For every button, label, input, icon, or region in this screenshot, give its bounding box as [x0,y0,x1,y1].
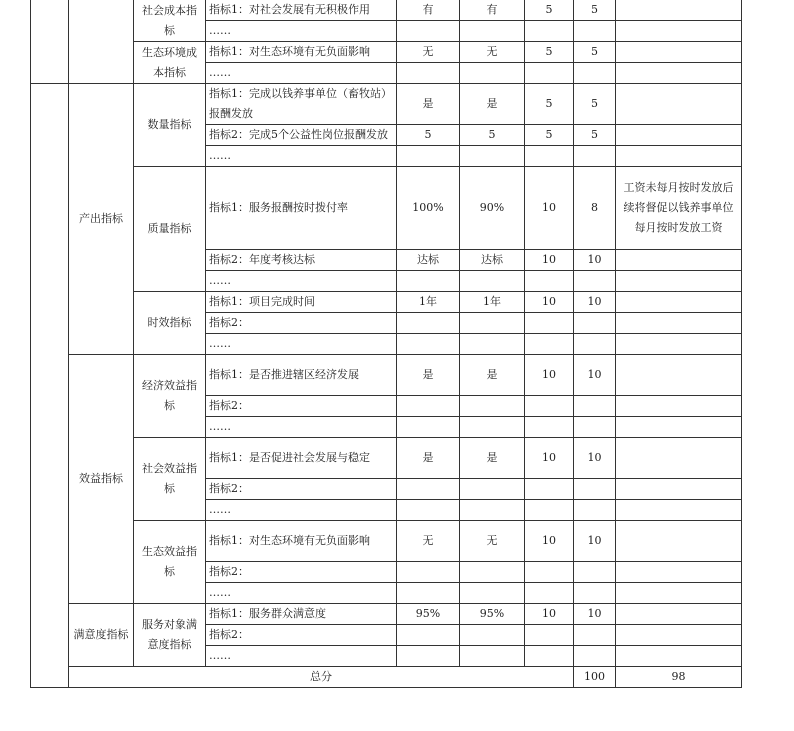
target-value-cell [397,396,460,417]
note-cell [616,355,742,396]
weight-cell: 10 [525,250,574,271]
note-cell [616,21,742,42]
total-row [31,667,742,688]
weight-cell [525,63,574,84]
weight-cell: 5 [525,84,574,125]
note-cell [616,271,742,292]
total-score: 98 [616,667,742,688]
performance-table [30,0,742,688]
weight-cell [525,334,574,355]
indicator-cell: 指标1：项目完成时间 [206,292,397,313]
indicator-cell: …… [206,21,397,42]
actual-value-cell: 95% [460,604,525,625]
score-cell: 5 [574,0,616,21]
table-row [31,292,742,313]
indicator-cell: 指标1：服务报酬按时拨付率 [206,167,397,250]
indicator-cell: 指标1：服务群众满意度 [206,604,397,625]
target-value-cell [397,63,460,84]
weight-cell: 5 [525,125,574,146]
target-value-cell [397,625,460,646]
note-cell [616,63,742,84]
note-cell [616,146,742,167]
actual-value-cell: 是 [460,84,525,125]
score-cell: 10 [574,250,616,271]
weight-cell [525,396,574,417]
indicator-cell: …… [206,334,397,355]
target-value-cell: 达标 [397,250,460,271]
weight-cell [525,625,574,646]
note-cell [616,583,742,604]
actual-value-cell [460,625,525,646]
indicator-cell: 指标2： [206,625,397,646]
subcategory-label: 经济效益指标 [134,355,206,438]
indicator-cell: 指标1：是否促进社会发展与稳定 [206,438,397,479]
score-cell [574,562,616,583]
weight-cell [525,271,574,292]
target-value-cell [397,146,460,167]
note-cell [616,0,742,21]
score-cell: 10 [574,521,616,562]
actual-value-cell [460,562,525,583]
table-row [31,167,742,250]
note-cell [616,84,742,125]
table-row [31,42,742,63]
subcategory-label: 时效指标 [134,292,206,355]
subcategory-label: 质量指标 [134,167,206,292]
note-cell [616,125,742,146]
score-cell [574,646,616,667]
indicator-cell: …… [206,583,397,604]
score-cell: 5 [574,42,616,63]
target-value-cell: 有 [397,0,460,21]
note-cell [616,292,742,313]
indicator-cell: …… [206,417,397,438]
actual-value-cell: 无 [460,42,525,63]
note-cell [616,625,742,646]
actual-value-cell: 达标 [460,250,525,271]
actual-value-cell [460,271,525,292]
category-cell [69,0,134,84]
target-value-cell: 1年 [397,292,460,313]
weight-cell: 10 [525,521,574,562]
score-cell [574,583,616,604]
actual-value-cell [460,396,525,417]
outer-category-cell [31,0,69,84]
score-cell: 10 [574,292,616,313]
target-value-cell: 是 [397,438,460,479]
table-row [31,438,742,479]
target-value-cell [397,646,460,667]
weight-cell [525,21,574,42]
score-cell [574,21,616,42]
note-cell: 工资未每月按时发放后续将督促以钱养事单位每月按时发放工资 [616,167,742,250]
weight-cell: 5 [525,0,574,21]
total-weight: 100 [574,667,616,688]
actual-value-cell [460,646,525,667]
score-cell [574,334,616,355]
indicator-cell: 指标2： [206,313,397,334]
weight-cell: 5 [525,42,574,63]
weight-cell [525,313,574,334]
weight-cell [525,500,574,521]
actual-value-cell: 有 [460,0,525,21]
actual-value-cell [460,146,525,167]
table-row [31,84,742,125]
actual-value-cell: 是 [460,355,525,396]
score-cell: 10 [574,438,616,479]
actual-value-cell [460,417,525,438]
category-label-output: 产出指标 [69,84,134,355]
score-cell [574,625,616,646]
weight-cell [525,146,574,167]
subcategory-label: 数量指标 [134,84,206,167]
target-value-cell [397,479,460,500]
table-row [31,355,742,396]
actual-value-cell [460,21,525,42]
actual-value-cell: 是 [460,438,525,479]
note-cell [616,500,742,521]
weight-cell: 10 [525,167,574,250]
actual-value-cell [460,500,525,521]
weight-cell: 10 [525,604,574,625]
score-cell: 8 [574,167,616,250]
target-value-cell [397,21,460,42]
note-cell [616,313,742,334]
score-cell [574,500,616,521]
indicator-cell: …… [206,646,397,667]
indicator-cell: 指标1：是否推进辖区经济发展 [206,355,397,396]
note-cell [616,396,742,417]
score-cell [574,479,616,500]
indicator-cell: …… [206,500,397,521]
score-cell [574,396,616,417]
actual-value-cell: 无 [460,521,525,562]
table-row [31,0,742,21]
target-value-cell: 5 [397,125,460,146]
note-cell [616,42,742,63]
indicator-cell: 指标1：对生态环境有无负面影响 [206,521,397,562]
actual-value-cell [460,313,525,334]
outer-category-cell [31,84,69,688]
note-cell [616,417,742,438]
score-cell [574,146,616,167]
note-cell [616,250,742,271]
score-cell: 10 [574,604,616,625]
actual-value-cell [460,63,525,84]
indicator-cell: 指标1：对社会发展有无积极作用 [206,0,397,21]
weight-cell [525,417,574,438]
subcategory-label: 生态环境成本指标 [134,42,206,84]
target-value-cell: 是 [397,84,460,125]
score-cell: 5 [574,84,616,125]
score-cell [574,417,616,438]
actual-value-cell [460,479,525,500]
subcategory-label: 服务对象满意度指标 [134,604,206,667]
target-value-cell [397,334,460,355]
note-cell [616,334,742,355]
table-row [31,521,742,562]
indicator-cell: 指标1：对生态环境有无负面影响 [206,42,397,63]
weight-cell: 10 [525,438,574,479]
note-cell [616,479,742,500]
indicator-cell: 指标2： [206,479,397,500]
actual-value-cell [460,334,525,355]
weight-cell [525,562,574,583]
target-value-cell: 100% [397,167,460,250]
note-cell [616,646,742,667]
target-value-cell [397,500,460,521]
target-value-cell [397,271,460,292]
category-label-benefit: 效益指标 [69,355,134,604]
indicator-cell: 指标2：年度考核达标 [206,250,397,271]
table-row [31,604,742,625]
note-cell [616,604,742,625]
score-cell: 5 [574,125,616,146]
subcategory-label: 生态效益指标 [134,521,206,604]
indicator-cell: 指标1：完成以钱养事单位（畜牧站）报酬发放 [206,84,397,125]
indicator-cell: 指标2： [206,396,397,417]
total-label: 总分 [69,667,574,688]
score-cell: 10 [574,355,616,396]
target-value-cell: 无 [397,521,460,562]
actual-value-cell [460,583,525,604]
score-cell [574,63,616,84]
target-value-cell [397,562,460,583]
score-cell [574,271,616,292]
target-value-cell [397,313,460,334]
actual-value-cell: 90% [460,167,525,250]
weight-cell [525,479,574,500]
indicator-cell: …… [206,146,397,167]
target-value-cell [397,417,460,438]
note-cell [616,562,742,583]
weight-cell: 10 [525,355,574,396]
score-cell [574,313,616,334]
note-cell [616,438,742,479]
category-label-satisfaction: 满意度指标 [69,604,134,667]
indicator-cell: …… [206,63,397,84]
target-value-cell: 是 [397,355,460,396]
indicator-cell: 指标2： [206,562,397,583]
target-value-cell: 无 [397,42,460,63]
weight-cell [525,583,574,604]
actual-value-cell: 1年 [460,292,525,313]
target-value-cell: 95% [397,604,460,625]
actual-value-cell: 5 [460,125,525,146]
subcategory-label: 社会效益指标 [134,438,206,521]
note-cell [616,521,742,562]
weight-cell: 10 [525,292,574,313]
target-value-cell [397,583,460,604]
indicator-cell: …… [206,271,397,292]
subcategory-label: 社会成本指标 [134,0,206,42]
indicator-cell: 指标2：完成5个公益性岗位报酬发放 [206,125,397,146]
weight-cell [525,646,574,667]
